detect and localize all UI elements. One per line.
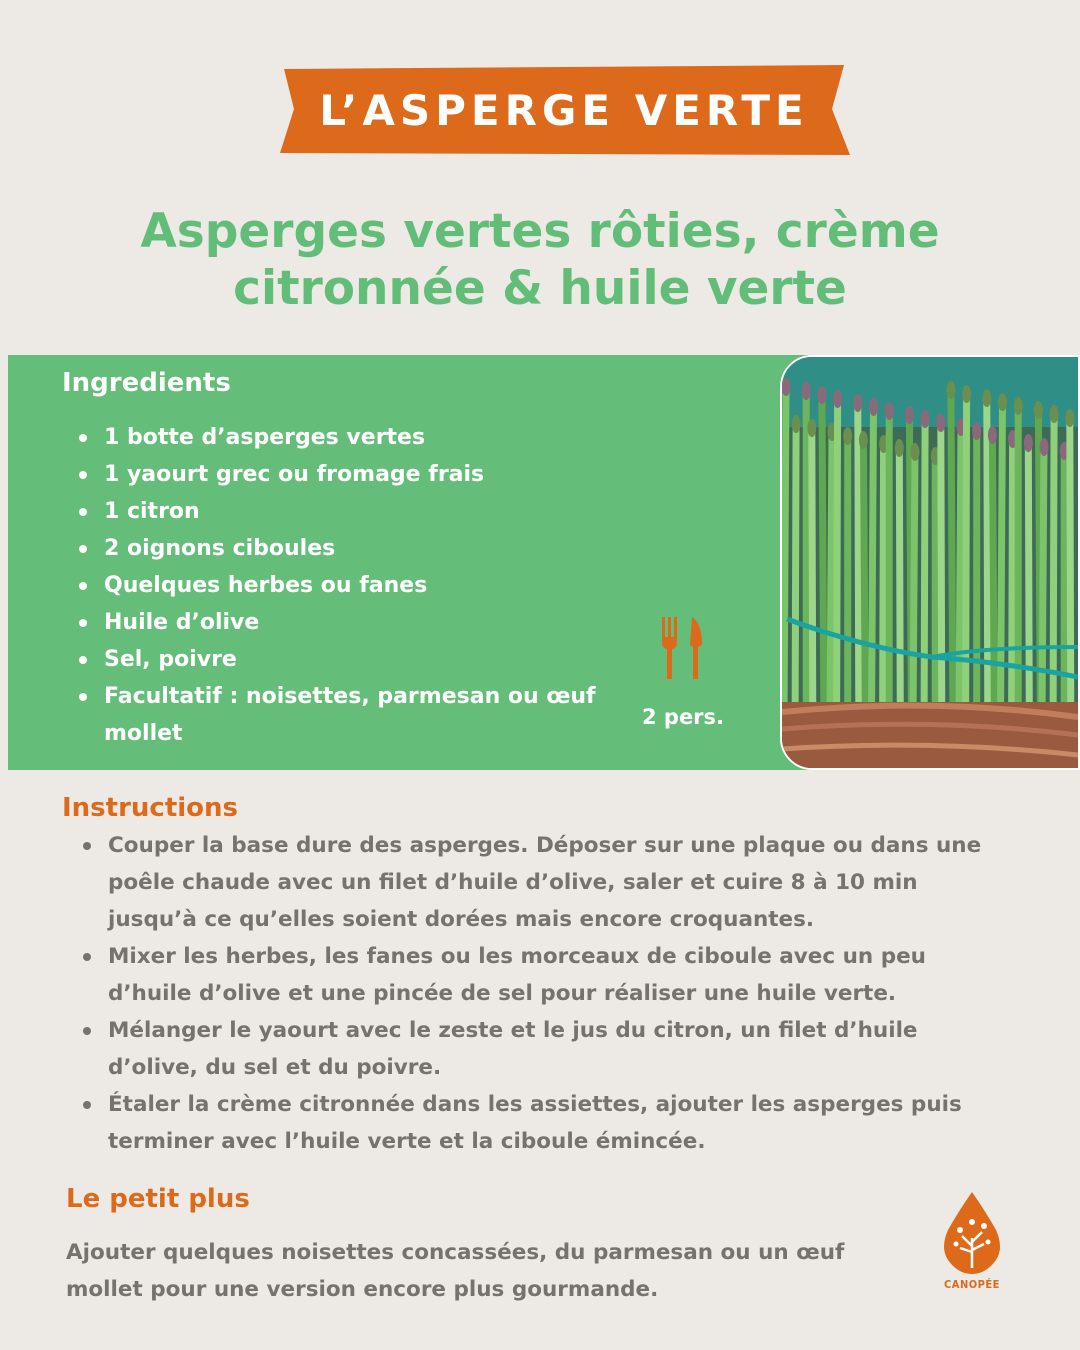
asparagus-photo (780, 355, 1080, 770)
title-banner (276, 63, 852, 157)
banner-label: L’ASPERGE VERTE (319, 85, 809, 135)
recipe-title-line-2: citronnée & huile verte (233, 261, 847, 316)
instruction-step: Étaler la crème citronnée dans les assiettes, ajouter les asperges puis terminer avec l’huile verte et la ciboule émincée. (80, 1086, 1010, 1160)
brand-logo (940, 1190, 1004, 1298)
recipe-title-line-1: Asperges vertes rôties, crème (140, 204, 940, 259)
ingredient-item: Facultatif : noisettes, parmesan ou œuf mollet (66, 678, 626, 752)
ingredient-item: 2 oignons ciboules (66, 530, 626, 567)
ingredient-item: 1 citron (66, 493, 626, 530)
ingredients-list (66, 419, 626, 752)
tip-heading: Le petit plus (66, 1184, 250, 1214)
instruction-step: Mixer les herbes, les fanes ou les morceaux de ciboule avec un peu d’huile d’olive et une pincée de sel pour réaliser une huile verte. (80, 938, 1010, 1012)
instruction-step: Mélanger le yaourt avec le zeste et le jus du citron, un filet d’huile d’olive, du sel et du poivre. (80, 1012, 1010, 1086)
brand-name: CANOPÉE (944, 1278, 1000, 1291)
ingredient-item: Huile d’olive (66, 604, 626, 641)
instruction-step: Couper la base dure des asperges. Déposer sur une plaque ou dans une poêle chaude avec un filet d’huile d’olive, saler et cuire 8 à 10 min jusqu’à ce qu’elles soient dorées mais encore croquantes. (80, 827, 1010, 938)
tip-text: Ajouter quelques noisettes concassées, du parmesan ou un œuf mollet pour une version encore plus gourmande. (66, 1240, 845, 1302)
recipe-title (80, 203, 1000, 317)
ingredient-item: Sel, poivre (66, 641, 626, 678)
instructions-list (80, 827, 1010, 1160)
instructions-heading: Instructions (62, 793, 239, 823)
tree-drop-icon (940, 1190, 1004, 1276)
ingredients-heading: Ingredients (62, 368, 231, 398)
ingredient-item: 1 yaourt grec ou fromage frais (66, 456, 626, 493)
ingredient-item: 1 botte d’asperges vertes (66, 419, 626, 456)
servings-label: 2 pers. (641, 705, 725, 729)
ingredient-item: Quelques herbes ou fanes (66, 567, 626, 604)
cutlery-icon (660, 615, 706, 683)
ingredients-panel (8, 355, 1080, 770)
